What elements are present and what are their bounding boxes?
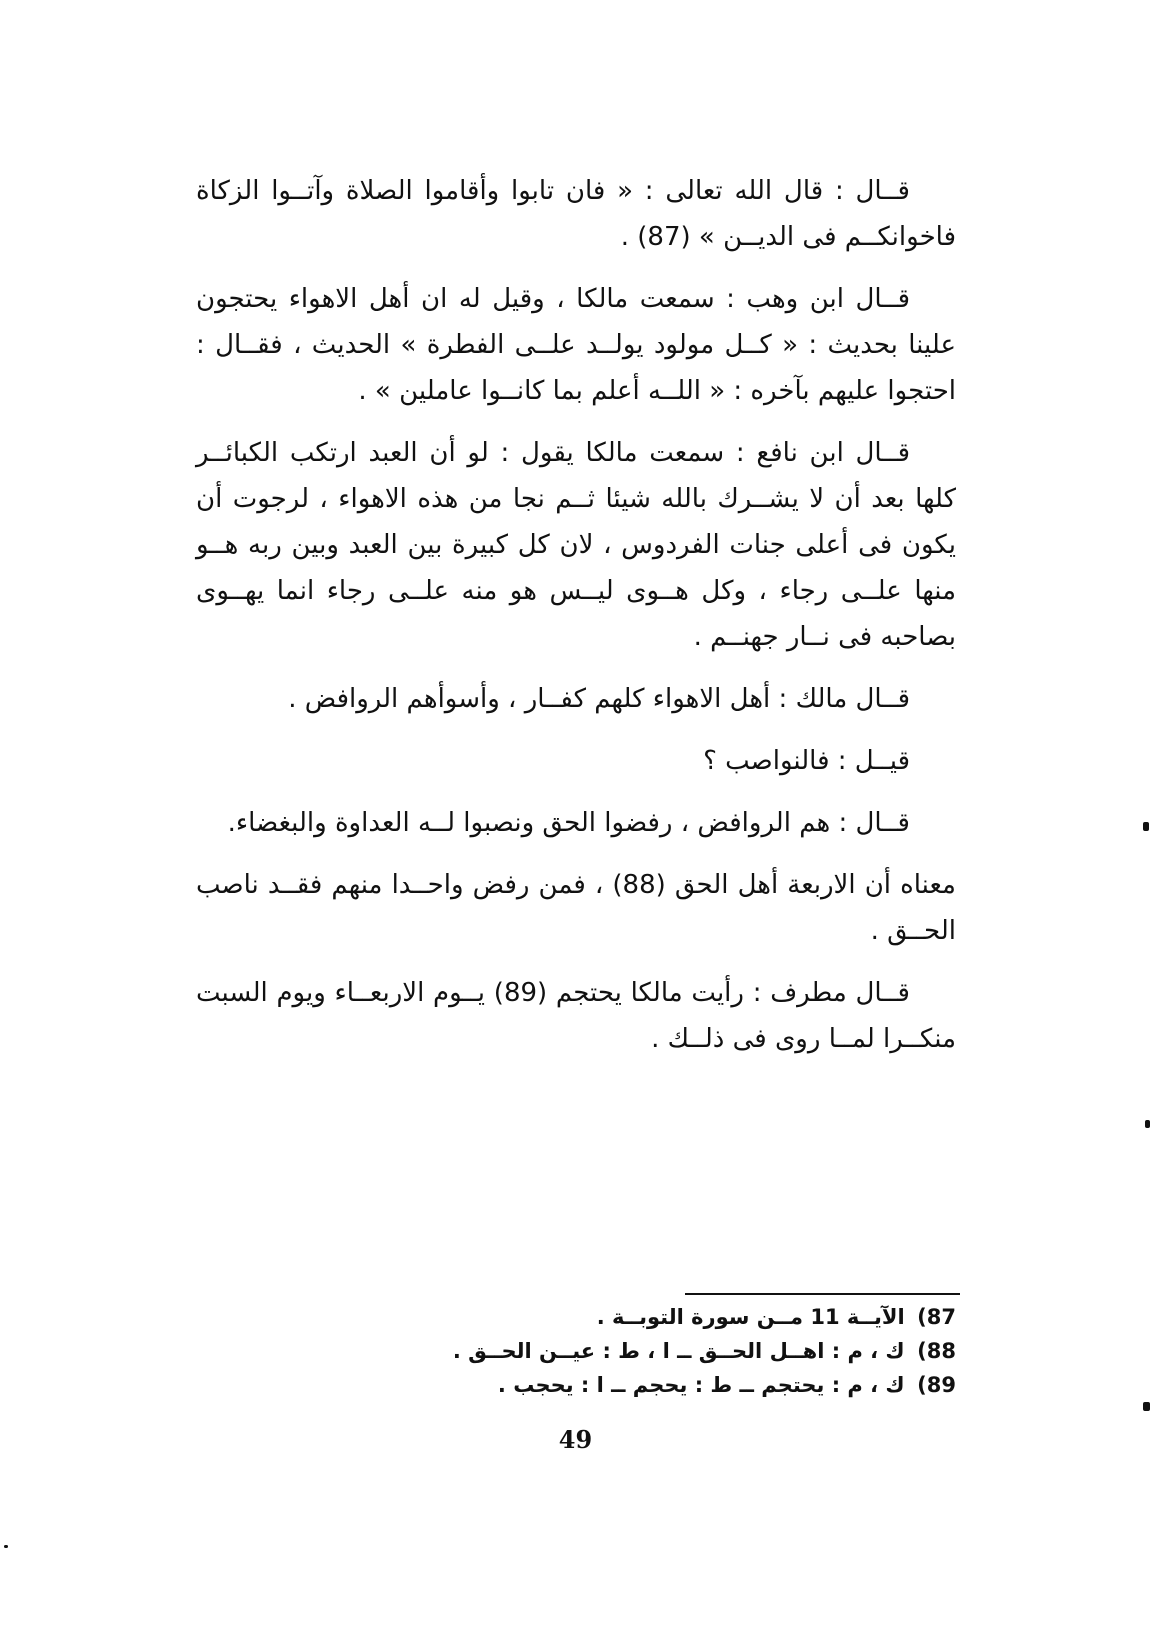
- paragraph-2: قــال ابن وهب : سمعت مالكا ، وقيل له ان أهل الاهواء يحتجون علينا بحديث : « كــل مولود يولــد علــى الفطرة » الحديث ، فقــال : احتجوا عليهم بآخره : « اللــه أعلم بما كانــوا عاملين » .: [196, 284, 956, 406]
- footnote-text: الآيــة 11 مــن سورة التوبــة .: [596, 1305, 905, 1329]
- scan-speck: [4, 1545, 8, 1548]
- footnote-89: [400, 1368, 956, 1402]
- footnotes: [400, 1300, 956, 1402]
- paragraph-5: قيــل : فالنواصب ؟: [703, 746, 910, 776]
- paragraph-3: قــال ابن نافع : سمعت مالكا يقول : لو أن العبد ارتكب الكبائــر كلها بعد أن لا يشــرك بالله شيئا ثــم نجا من هذه الاهواء ، لرجوت أن يكون فى أعلى جنات الفردوس ، لان كل كبيرة بين العبد وبين ربه هــو منها علــى رجاء ، وكل هــوى ليــس هو منه علــى رجاء انما يهــوى بصاحبه فى نــار جهنــم .: [196, 438, 956, 652]
- footnote-87: [400, 1300, 956, 1334]
- main-text: [196, 168, 956, 1078]
- footnote-88: [400, 1334, 956, 1368]
- paragraph-1: قــال : قال الله تعالى : « فان تابوا وأقاموا الصلاة وآتــوا الزكاة فاخوانكــم فى الديــن » (87) .: [196, 176, 956, 252]
- footnote-number: 87): [917, 1305, 956, 1329]
- paragraph-8: قــال مطرف : رأيت مالكا يحتجم (89) يــوم الاربعــاء ويوم السبت منكــرا لمــا روى فى ذلــك .: [196, 978, 956, 1054]
- paragraph-6: قــال : هم الروافض ، رفضوا الحق ونصبوا لــه العداوة والبغضاء.: [227, 808, 910, 838]
- paragraph-7: معناه أن الاربعة أهل الحق (88) ، فمن رفض واحــدا منهم فقــد ناصب الحــق .: [196, 870, 956, 946]
- scan-speck: [1145, 1120, 1150, 1128]
- scan-speck: [1143, 822, 1149, 831]
- footnote-divider: [685, 1293, 960, 1295]
- paragraph-4: قــال مالك : أهل الاهواء كلهم كفــار ، وأسوأهم الروافض .: [288, 684, 910, 714]
- footnote-number: 88): [917, 1339, 956, 1363]
- scan-speck: [1143, 1402, 1150, 1411]
- page-number: 49: [558, 1425, 593, 1454]
- footnote-text: ك ، م : اهــل الحــق ــ ا ، ط : عيــن الحــق .: [452, 1339, 905, 1363]
- footnote-text: ك ، م : يحتجم ــ ط : يحجم ــ ا : يحجب .: [497, 1373, 905, 1397]
- footnote-number: 89): [917, 1373, 956, 1397]
